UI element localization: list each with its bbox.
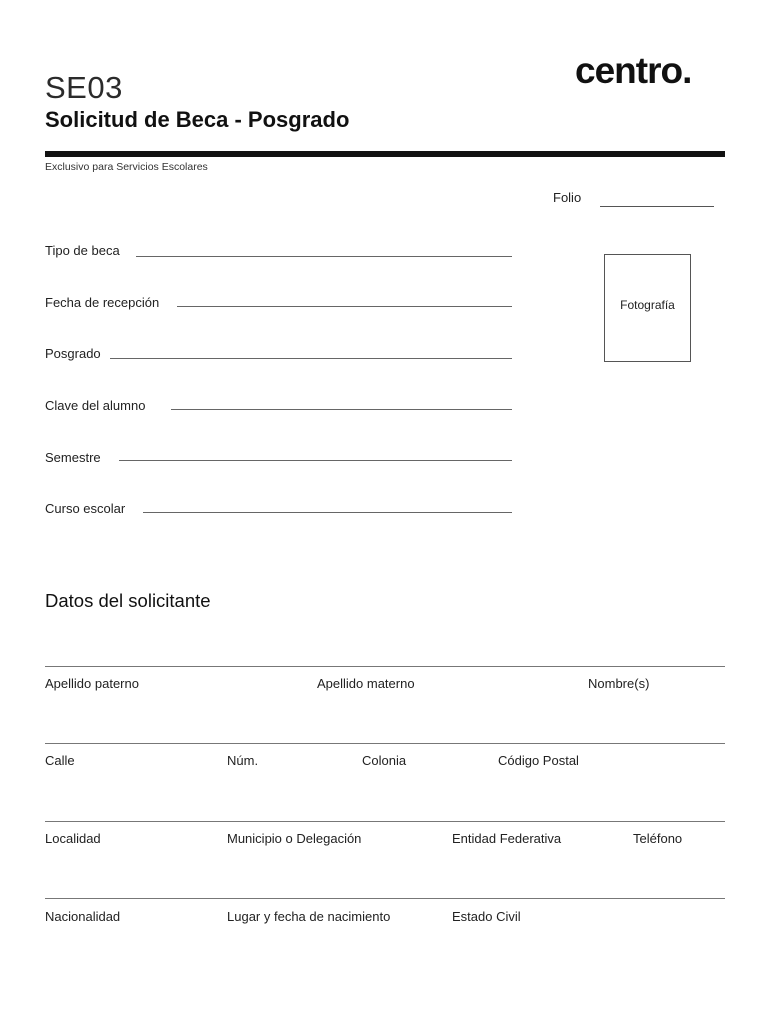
entidad-federativa-label: Entidad Federativa <box>452 831 562 846</box>
photo-label: Fotografía <box>620 298 675 312</box>
telefono-label: Teléfono <box>633 831 683 846</box>
apellido-materno-label: Apellido materno <box>317 676 415 691</box>
curso-escolar-field[interactable] <box>143 512 512 513</box>
folio-label: Folio <box>553 190 582 205</box>
form-title: Solicitud de Beca - Posgrado <box>45 107 350 132</box>
row1-field-line[interactable] <box>45 666 725 667</box>
tipo-de-beca-field[interactable] <box>136 256 512 257</box>
row2-field-line[interactable] <box>45 743 725 744</box>
fecha-de-recepcion-label: Fecha de recepción <box>45 295 160 310</box>
posgrado-label: Posgrado <box>45 346 101 361</box>
lugar-fecha-nacimiento-label: Lugar y fecha de nacimiento <box>227 909 391 924</box>
clave-del-alumno-field[interactable] <box>171 409 512 410</box>
curso-escolar-label: Curso escolar <box>45 501 126 516</box>
numero-label: Núm. <box>227 753 259 768</box>
nacionalidad-label: Nacionalidad <box>45 909 121 924</box>
codigo-postal-label: Código Postal <box>498 753 579 768</box>
form-code: SE03 <box>45 70 123 105</box>
folio-field[interactable] <box>600 206 714 207</box>
row4-field-line[interactable] <box>45 898 725 899</box>
nombres-label: Nombre(s) <box>588 676 650 691</box>
fecha-de-recepcion-field[interactable] <box>177 306 512 307</box>
applicant-section-title: Datos del solicitante <box>45 590 211 611</box>
posgrado-field[interactable] <box>110 358 512 359</box>
localidad-label: Localidad <box>45 831 101 846</box>
municipio-label: Municipio o Delegación <box>227 831 362 846</box>
colonia-label: Colonia <box>362 753 407 768</box>
estado-civil-label: Estado Civil <box>452 909 521 924</box>
clave-del-alumno-label: Clave del alumno <box>45 398 146 413</box>
tipo-de-beca-label: Tipo de beca <box>45 243 120 258</box>
semestre-label: Semestre <box>45 450 101 465</box>
header-divider <box>45 151 725 157</box>
brand-logo: centro. <box>575 50 692 91</box>
apellido-paterno-label: Apellido paterno <box>45 676 139 691</box>
row3-field-line[interactable] <box>45 821 725 822</box>
calle-label: Calle <box>45 753 75 768</box>
semestre-field[interactable] <box>119 460 512 461</box>
exclusive-note: Exclusivo para Servicios Escolares <box>45 161 208 173</box>
